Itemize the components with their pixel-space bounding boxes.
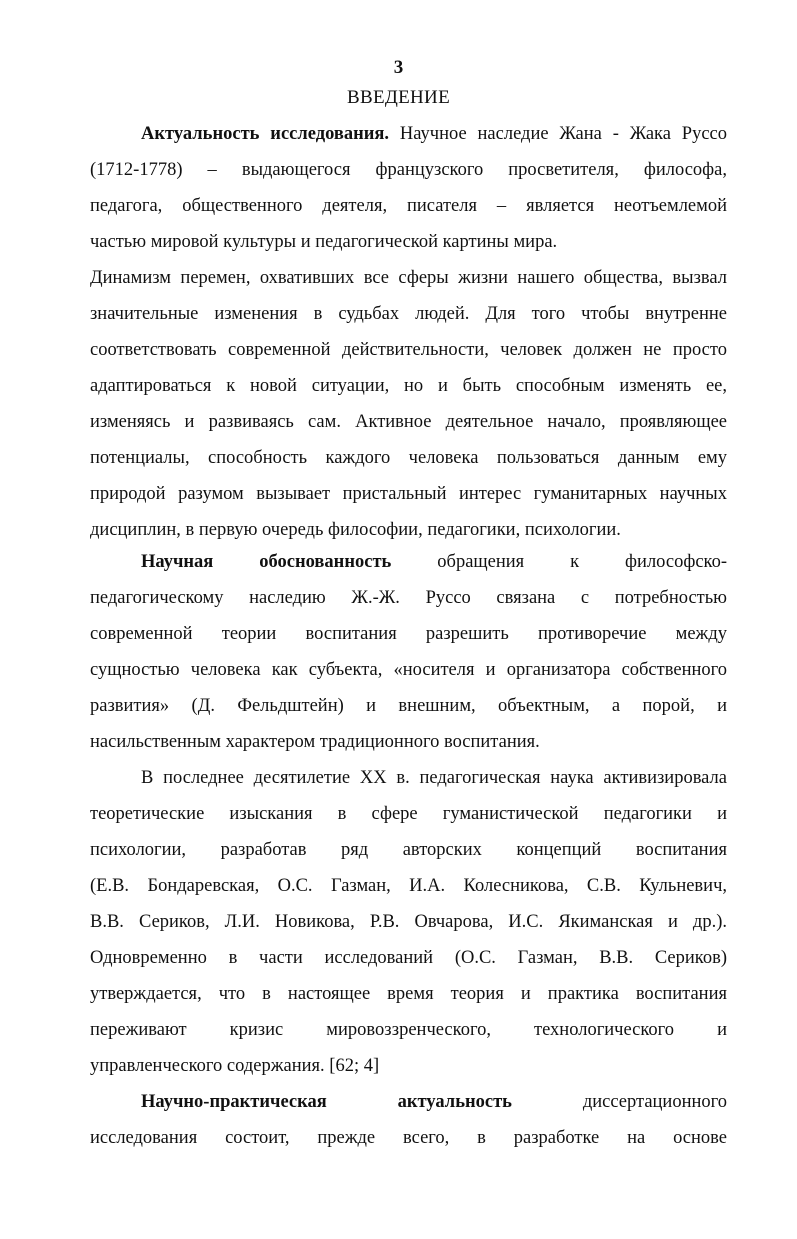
para1-bold-lead: Актуальность исследования. <box>141 124 390 144</box>
para2-line: Динамизм перемен, охвативших все сферы жизни нашего общества, вызвал <box>90 268 727 288</box>
para4-line: переживают кризис мировоззренческого, технологического и <box>90 1020 727 1040</box>
para3-line2: педагогическому наследию Ж.-Ж. Руссо связана с потребностью <box>90 588 727 608</box>
para1-line2: (1712-1778) – выдающегося французского просветителя, философа, <box>90 160 727 180</box>
page-number: 3 <box>393 57 404 78</box>
para4-line: В.В. Сериков, Л.И. Новикова, Р.В. Овчарова, И.С. Якиманская и др.). <box>90 912 727 932</box>
para4-line: психологии, разработав ряд авторских концепций воспитания <box>90 840 727 860</box>
para4-line: (Е.В. Бондаревская, О.С. Газман, И.А. Колесникова, С.В. Кульневич, <box>90 876 727 896</box>
para3-bold-1: Научная <box>141 552 214 572</box>
para2-line: дисциплин, в первую очередь философии, педагогики, психологии. <box>90 520 621 540</box>
para4-line: теоретические изыскания в сфере гуманистической педагогики и <box>90 804 727 824</box>
section-heading: ВВЕДЕНИЕ <box>347 87 450 108</box>
para3-line1: Научная обоснованность обращения к философско- <box>141 552 728 572</box>
para3-bold-2: обоснованность <box>259 552 392 572</box>
para2-line: адаптироваться к новой ситуации, но и быть способным изменять ее, <box>90 376 727 396</box>
para4-line: Одновременно в части исследований (О.С. Газман, В.В. Сериков) <box>90 948 727 968</box>
para4-line: утверждается, что в настоящее время теория и практика воспитания <box>90 984 727 1004</box>
para3-line4: сущностью человека как субъекта, «носителя и организатора собственного <box>90 660 727 680</box>
para5-bold-2: актуальность <box>397 1092 512 1112</box>
para3-line3: современной теории воспитания разрешить противоречие между <box>90 624 727 644</box>
para3-line6: насильственным характером традиционного воспитания. <box>90 732 540 752</box>
para3-line5: развития» (Д. Фельдштейн) и внешним, объектным, а порой, и <box>90 696 727 716</box>
para1-line4: частью мировой культуры и педагогической картины мира. <box>90 232 558 252</box>
para2-line: изменяясь и развиваясь сам. Активное деятельное начало, проявляющее <box>90 412 727 432</box>
para4-line: В последнее десятилетие XX в. педагогическая наука активизировала <box>141 768 727 788</box>
para5-bold-1: Научно-практическая <box>141 1092 327 1112</box>
para4-line: управленческого содержания. [62; 4] <box>90 1056 380 1076</box>
para5-line1: Научно-практическая актуальность диссертационного <box>141 1092 728 1112</box>
para1-line1: Актуальность исследования. Научное наследие Жана - Жака Руссо <box>141 124 728 144</box>
para2-line: природой разумом вызывает пристальный интерес гуманитарных научных <box>90 484 727 504</box>
para2-line: потенциалы, способность каждого человека пользоваться данным ему <box>90 448 727 468</box>
para1-line3: педагога, общественного деятеля, писателя – является неотъемлемой <box>90 196 727 216</box>
para5-line2: исследования состоит, прежде всего, в разработке на основе <box>90 1128 727 1148</box>
para2-line: значительные изменения в судьбах людей. Для того чтобы внутренне <box>90 304 727 324</box>
para2-line: соответствовать современной действительности, человек должен не просто <box>90 340 727 360</box>
